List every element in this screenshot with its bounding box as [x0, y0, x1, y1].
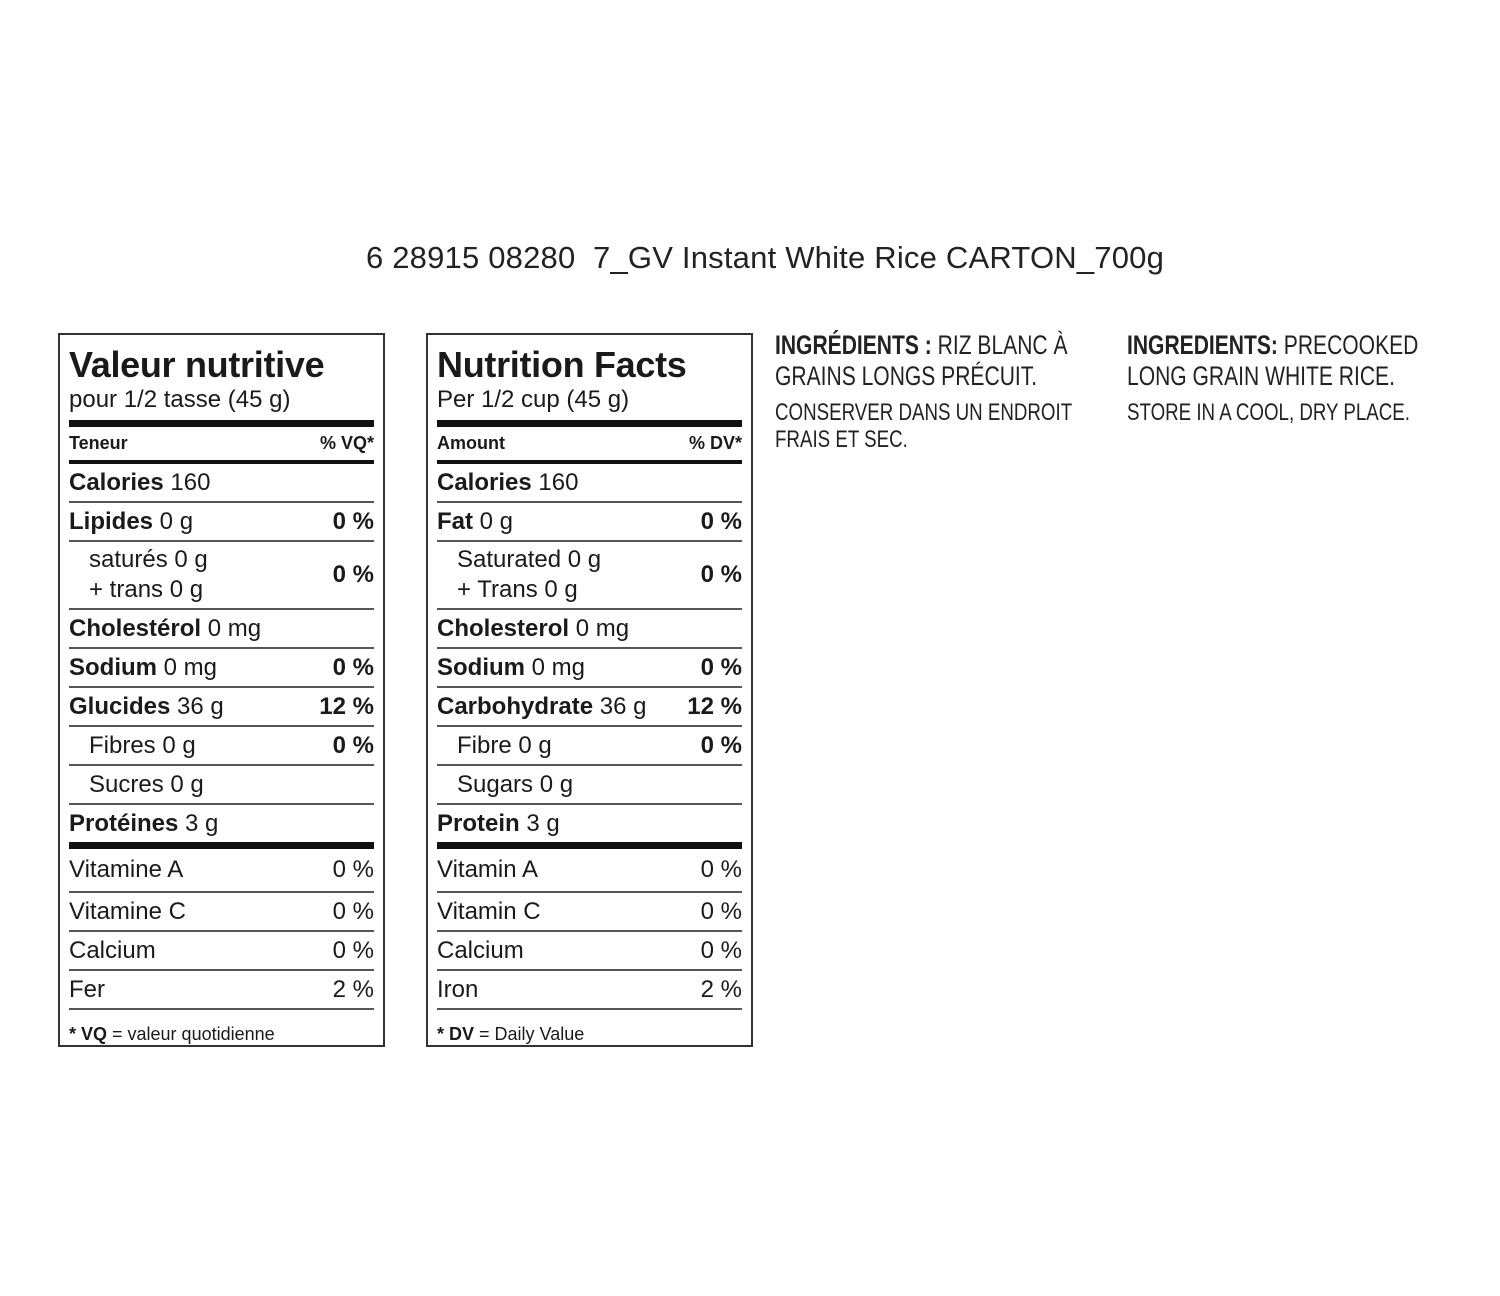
nutrient-amount: 0 g [153, 507, 194, 535]
vitamin-dv: 0 % [700, 936, 742, 964]
nutrient-row-sodium [437, 649, 742, 688]
amount-header: Teneur [69, 433, 128, 453]
vitamin-label: Vitamine C [69, 897, 186, 925]
vitamin-row [437, 893, 742, 932]
nutrient-dv: 0 % [700, 653, 742, 681]
ingredients-heading: INGRÉDIENTS : [775, 330, 932, 360]
vitamin-label: Vitamin A [437, 856, 538, 883]
nutrient-name: Glucides [69, 692, 171, 720]
ingredients-list [775, 330, 1087, 392]
vitamin-label: Vitamin C [437, 897, 541, 925]
nutrient-amount: 0 g [473, 507, 514, 535]
nutrient-row-fat [69, 503, 374, 542]
nutrient-row-protein [69, 805, 374, 849]
nutrient-row-calories [437, 464, 742, 503]
nutrient-row-cholesterol [69, 610, 374, 649]
footnote-key: * VQ [69, 1024, 108, 1044]
ingredients-french [775, 330, 1087, 453]
vitamin-label: Iron [437, 975, 479, 1003]
vitamin-dv: 0 % [700, 856, 742, 883]
vitamin-row [69, 971, 374, 1010]
nutrient-amount: 36 g [593, 692, 647, 720]
nutrient-dv: 0 % [700, 731, 742, 759]
nutrient-amount: 0 mg [201, 614, 262, 642]
divider [69, 420, 374, 427]
nutrient-name: Sodium [69, 653, 157, 681]
nutrient-line: Saturated 0 g [457, 546, 602, 573]
nutrient-amount: 160 [163, 468, 211, 496]
nutrient-amount: 0 mg [157, 653, 218, 681]
nutrient-row-protein [437, 805, 742, 849]
ingredients-text: PRECOOKED LONG GRAIN WHITE RICE. [1127, 330, 1419, 391]
nutrient-dv: 0 % [332, 507, 374, 535]
nutrient-name: Cholestérol [69, 614, 202, 642]
footnote-key: * DV [437, 1024, 475, 1044]
nutrient-name: Calories [69, 468, 164, 496]
nutrient-row-sugars [437, 766, 742, 805]
nutrient-line: + trans 0 g [89, 576, 204, 603]
column-header [437, 427, 742, 464]
storage-instructions: CONSERVER DANS UN ENDROIT FRAIS ET SEC. [775, 399, 1072, 453]
nutrient-dv: 0 % [332, 653, 374, 681]
vitamin-label: Calcium [437, 936, 524, 964]
vitamin-row [69, 932, 374, 971]
nutrient-line: + Trans 0 g [457, 576, 578, 603]
vitamin-label: Vitamine A [69, 856, 184, 883]
nutrient-name: Protéines [69, 809, 179, 837]
vitamin-dv: 0 % [700, 897, 742, 925]
nutrient-name: Fat [437, 507, 473, 535]
panel-title: Valeur nutritive [69, 344, 325, 385]
nutrient-name: Carbohydrate [437, 692, 594, 720]
nutrient-row-sodium [69, 649, 374, 688]
nutrient-label: Fibre 0 g [457, 731, 552, 759]
panel-title: Nutrition Facts [437, 344, 687, 385]
nutrient-amount: 0 mg [569, 614, 630, 642]
nutrient-dv: 12 % [319, 692, 374, 720]
nutrient-row-carbohydrate [69, 688, 374, 727]
nutrient-label: Sugars 0 g [457, 770, 574, 798]
nutrient-label: Sucres 0 g [89, 770, 204, 798]
vitamin-label: Fer [69, 975, 105, 1003]
nutrient-amount: 3 g [519, 809, 560, 837]
vitamin-row [69, 849, 374, 893]
storage-instructions: STORE IN A COOL, DRY PLACE. [1127, 399, 1410, 426]
nutrient-dv: 0 % [700, 561, 742, 588]
nutrient-dv: 0 % [700, 507, 742, 535]
ingredients-list [1127, 330, 1455, 392]
vitamin-dv: 2 % [700, 975, 742, 1003]
ingredients-heading: INGREDIENTS: [1127, 330, 1278, 360]
divider [437, 420, 742, 427]
nutrient-dv: 12 % [687, 692, 742, 720]
nutrient-name: Protein [437, 809, 520, 837]
dv-header: % VQ* [319, 433, 374, 453]
document-title: 6 28915 08280 7_GV Instant White Rice CARTON_700g [365, 240, 1165, 275]
vitamin-row [437, 932, 742, 971]
nutrient-line: saturés 0 g [89, 546, 208, 573]
column-header [69, 427, 374, 464]
nutrient-amount: 0 mg [525, 653, 586, 681]
vitamin-row [437, 849, 742, 893]
serving-size: pour 1/2 tasse (45 g) [69, 386, 291, 413]
nutrition-panel-french [58, 333, 385, 1047]
nutrient-name: Cholesterol [437, 614, 570, 642]
nutrient-dv: 0 % [332, 561, 374, 588]
nutrient-label: Fibres 0 g [89, 731, 196, 759]
nutrient-row-saturated-trans [437, 542, 742, 610]
nutrient-row-sugars [69, 766, 374, 805]
vitamin-dv: 0 % [332, 856, 374, 883]
footnote [69, 1024, 374, 1045]
nutrient-row-saturated-trans [69, 542, 374, 610]
footnote-text: = Daily Value [474, 1024, 585, 1044]
nutrient-row-fibre [437, 727, 742, 766]
nutrient-name: Sodium [437, 653, 525, 681]
nutrient-row-fat [437, 503, 742, 542]
nutrient-name: Lipides [69, 507, 154, 535]
ingredients-text: RIZ BLANC À GRAINS LONGS PRÉCUIT. [775, 330, 1068, 391]
vitamin-dv: 2 % [332, 975, 374, 1003]
nutrient-amount: 36 g [170, 692, 224, 720]
nutrient-row-calories [69, 464, 374, 503]
nutrition-panel-english [426, 333, 753, 1047]
serving-size: Per 1/2 cup (45 g) [437, 386, 630, 413]
vitamin-dv: 0 % [332, 897, 374, 925]
nutrient-row-carbohydrate [437, 688, 742, 727]
dv-header: % DV* [688, 433, 742, 453]
vitamin-row [437, 971, 742, 1010]
vitamin-label: Calcium [69, 936, 156, 964]
amount-header: Amount [437, 433, 505, 453]
ingredients-english [1127, 330, 1455, 426]
footnote-text: = valeur quotidienne [107, 1024, 275, 1044]
nutrient-amount: 160 [531, 468, 579, 496]
footnote [437, 1024, 742, 1045]
vitamin-row [69, 893, 374, 932]
nutrient-row-fibre [69, 727, 374, 766]
vitamin-dv: 0 % [332, 936, 374, 964]
nutrient-name: Calories [437, 468, 532, 496]
nutrient-dv: 0 % [332, 731, 374, 759]
nutrient-amount: 3 g [178, 809, 219, 837]
nutrient-row-cholesterol [437, 610, 742, 649]
